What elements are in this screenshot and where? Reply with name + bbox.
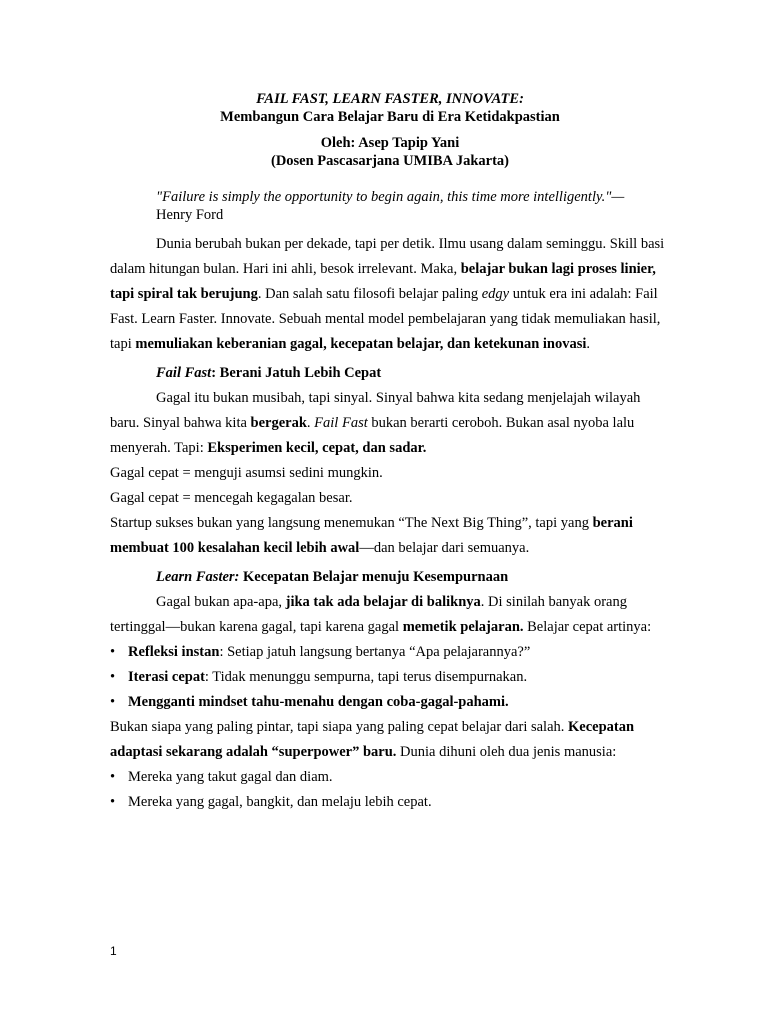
section-heading-learn-faster: Learn Faster: Kecepatan Belajar menuju Kesempurnaan bbox=[156, 569, 509, 585]
list-item: • Iterasi cepat: Tidak menunggu sempurna, tapi terus disempurnakan. bbox=[110, 669, 528, 685]
two-types-list bbox=[110, 765, 670, 815]
list-item: • Refleksi instan: Setiap jatuh langsung bertanya “Apa pelajarannya?” bbox=[110, 644, 531, 660]
startup-paragraph: Startup sukses bukan yang langsung menemukan “The Next Big Thing”, tapi yang berani membuat 100 kesalahan kecil lebih awal—dan belajar dari semuanya. bbox=[110, 515, 633, 556]
section-heading-fail-fast: Fail Fast: Berani Jatuh Lebih Cepat bbox=[156, 365, 382, 381]
adaptation-paragraph: Bukan siapa yang paling pintar, tapi siapa yang paling cepat belajar dari salah. Kecepatan adaptasi sekarang adalah “superpower” baru. Dunia dihuni oleh dua jenis manusia: bbox=[110, 719, 635, 760]
learn-faster-paragraph: Gagal bukan apa-apa, jika tak ada belajar di baliknya. Di sinilah banyak orang tertinggal—bukan karena gagal, tapi karena gagal memetik pelajaran. Belajar cepat artinya: bbox=[110, 594, 652, 635]
learn-faster-list bbox=[110, 640, 670, 715]
fail-fast-paragraph: Gagal itu bukan musibah, tapi sinyal. Sinyal bahwa kita sedang menjelajah wilayah baru. Sinyal bahwa kita bergerak. Fail Fast bukan berarti ceroboh. Bukan asal nyoba lalu menyerah. Tapi: Eksperimen kecil, cepat, dan sadar. bbox=[110, 390, 641, 456]
list-item: • Mengganti mindset tahu-menahu dengan coba-gagal-pahami. bbox=[110, 694, 509, 710]
list-item: • Mereka yang gagal, bangkit, dan melaju lebih cepat. bbox=[110, 794, 432, 810]
quote-text: "Failure is simply the opportunity to begin again, this time more intelligently."— bbox=[156, 189, 625, 205]
document-page bbox=[110, 90, 670, 815]
epigraph-quote bbox=[156, 188, 670, 224]
fail-fast-line-1: Gagal cepat = menguji asumsi sedini mungkin. bbox=[110, 465, 383, 481]
doc-title: FAIL FAST, LEARN FASTER, INNOVATE: bbox=[256, 91, 524, 107]
quote-attribution: Henry Ford bbox=[156, 207, 224, 223]
intro-paragraph: Dunia berubah bukan per dekade, tapi per detik. Ilmu usang dalam seminggu. Skill basi dalam hitungan bulan. Hari ini ahli, besok irrelevant. Maka, belajar bukan lagi proses linier, tapi spiral tak berujung. Dan salah satu filosofi belajar paling edgy untuk era ini adalah: Fail Fast. Learn Faster. Innovate. Sebuah mental model pembelajaran yang tidak memuliakan hasil, tapi memuliakan keberanian gagal, kecepatan belajar, dan ketekunan inovasi. bbox=[110, 236, 665, 352]
author-affiliation: (Dosen Pascasarjana UMIBA Jakarta) bbox=[270, 153, 510, 169]
author-name: Oleh: Asep Tapip Yani bbox=[320, 135, 460, 151]
page-number: 1 bbox=[110, 944, 117, 958]
list-item: • Mereka yang takut gagal dan diam. bbox=[110, 769, 333, 785]
fail-fast-line-2: Gagal cepat = mencegah kegagalan besar. bbox=[110, 490, 353, 506]
doc-subtitle: Membangun Cara Belajar Baru di Era Ketidakpastian bbox=[220, 109, 560, 125]
